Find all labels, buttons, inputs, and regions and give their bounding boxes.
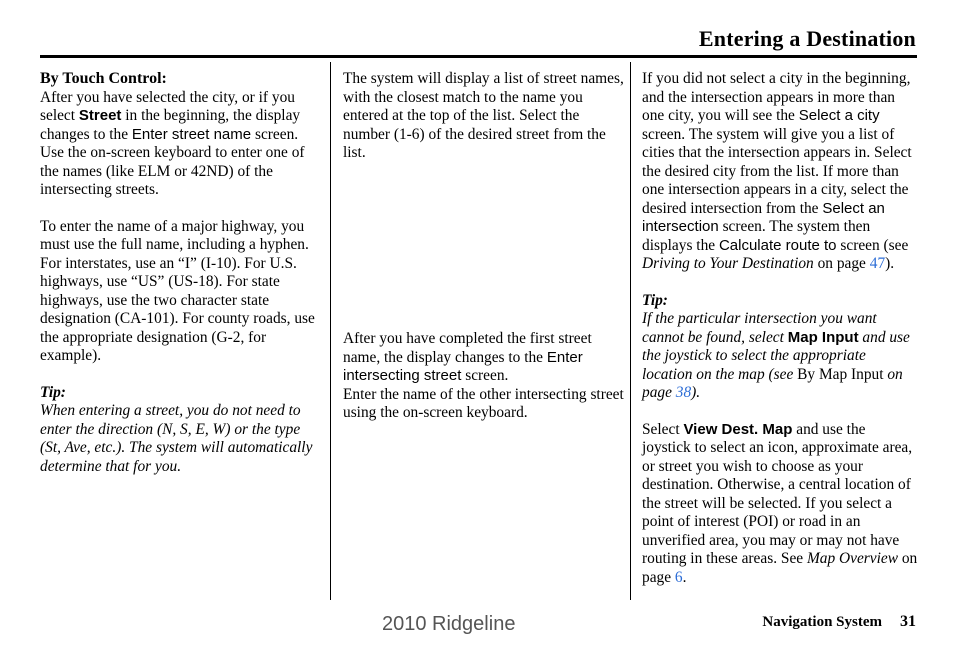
tip-label: Tip:: [642, 291, 668, 309]
cross-reference: Map Overview: [806, 550, 898, 567]
text: If you did not select a city in the beginning, and the intersection appears in more than one city, you will see the: [642, 70, 911, 124]
text: If the particular intersection you want cannot be found, select: [642, 310, 877, 346]
cross-reference: By Map Input: [797, 365, 884, 383]
tip-label: Tip:: [40, 383, 66, 401]
header-rule: [40, 55, 917, 58]
paragraph-intersecting: [343, 330, 625, 386]
ui-term-street: Street: [78, 107, 122, 124]
column-3: [642, 70, 918, 605]
paragraph-select-city: [642, 70, 918, 274]
page-link-38[interactable]: 38: [675, 384, 692, 401]
text: screen.: [461, 367, 509, 384]
text: After you have selected the city, or if you select: [40, 88, 295, 124]
column-1: [40, 70, 322, 494]
text: ).: [885, 255, 895, 272]
footer-label: Navigation System: [762, 614, 882, 630]
text: screen. Use the on-screen keyboard to enter one of the names (like ELM or 42ND) of the intersecting streets.: [40, 125, 305, 198]
text: and use the joystick to select the appropriate location on the map (see: [642, 328, 910, 383]
page-number: 31: [900, 613, 916, 630]
text: in the beginning, the display changes to the: [40, 107, 301, 143]
text: on page: [642, 365, 903, 401]
ui-term-calculate-route: Calculate route to: [718, 236, 837, 254]
text: screen (see: [836, 236, 909, 254]
paragraph-street-entry: [40, 89, 322, 200]
tip-map-input: [642, 310, 918, 403]
section-heading: By Touch Control:: [40, 70, 167, 87]
text: .: [682, 568, 687, 586]
text: on page: [813, 255, 870, 272]
text: and use the joystick to select an icon, approximate area, or street you wish to choose as your destination. Otherwise, a central location of the street will be selected. If you select a point of interest (POI) or road in an unverified area, you may or may not have routing in these areas. See: [642, 420, 913, 567]
ui-term-view-dest-map: View Dest. Map: [683, 420, 793, 438]
ui-term-enter-street-name: Enter street name: [131, 125, 252, 143]
page-title: Entering a Destination: [698, 26, 916, 51]
ui-term-map-input: Map Input: [787, 328, 859, 346]
paragraph-street-list: The system will display a list of street names, with the closest match to the name you entered at the top of the list. Select the number (1-6) of the desired street from the list.: [343, 70, 624, 161]
page-link-47[interactable]: 47: [869, 255, 886, 272]
paragraph-keyboard: Enter the name of the other intersecting street using the on-screen keyboard.: [343, 385, 624, 421]
page-link-6[interactable]: 6: [674, 568, 683, 586]
text: ).: [691, 384, 701, 401]
cross-reference: Driving to Your Destination: [642, 255, 814, 272]
text: screen. The system then displays the: [642, 218, 871, 254]
ui-term-enter-intersecting-street: Enter intersecting street: [343, 348, 583, 384]
text: screen. The system will give you a list of cities that the intersection appears in. Select the desired city from the list. If more than one intersection appears in a city, select the desired intersection from the: [642, 125, 912, 217]
column-divider-2: [630, 62, 631, 600]
column-2-lower: [343, 330, 625, 441]
column-divider-1: [330, 62, 331, 600]
text: Select: [642, 420, 684, 438]
watermark: 2010 Ridgeline: [382, 613, 516, 635]
ui-term-select-city: Select a city: [798, 107, 880, 124]
paragraph-highway: To enter the name of a major highway, you must use the full name, including a hyphen. For interstates, use an “I” (I-10). For U.S. highways, use “US” (US-18). For state highways, use the two character state designation (CA-101). For county roads, use the appropriate designation (G-2, for example).: [40, 217, 315, 364]
text: After you have completed the first street name, the display changes to the: [343, 330, 592, 366]
paragraph-view-dest-map: [642, 421, 918, 588]
tip-text: When entering a street, you do not need to enter the direction (N, S, E, W) or the type (St, Ave, etc.). The system will automatically determine that for you.: [40, 402, 313, 475]
ui-term-select-intersection: Select an intersection: [642, 199, 885, 235]
text: on page: [642, 550, 918, 586]
column-2: [343, 70, 625, 181]
